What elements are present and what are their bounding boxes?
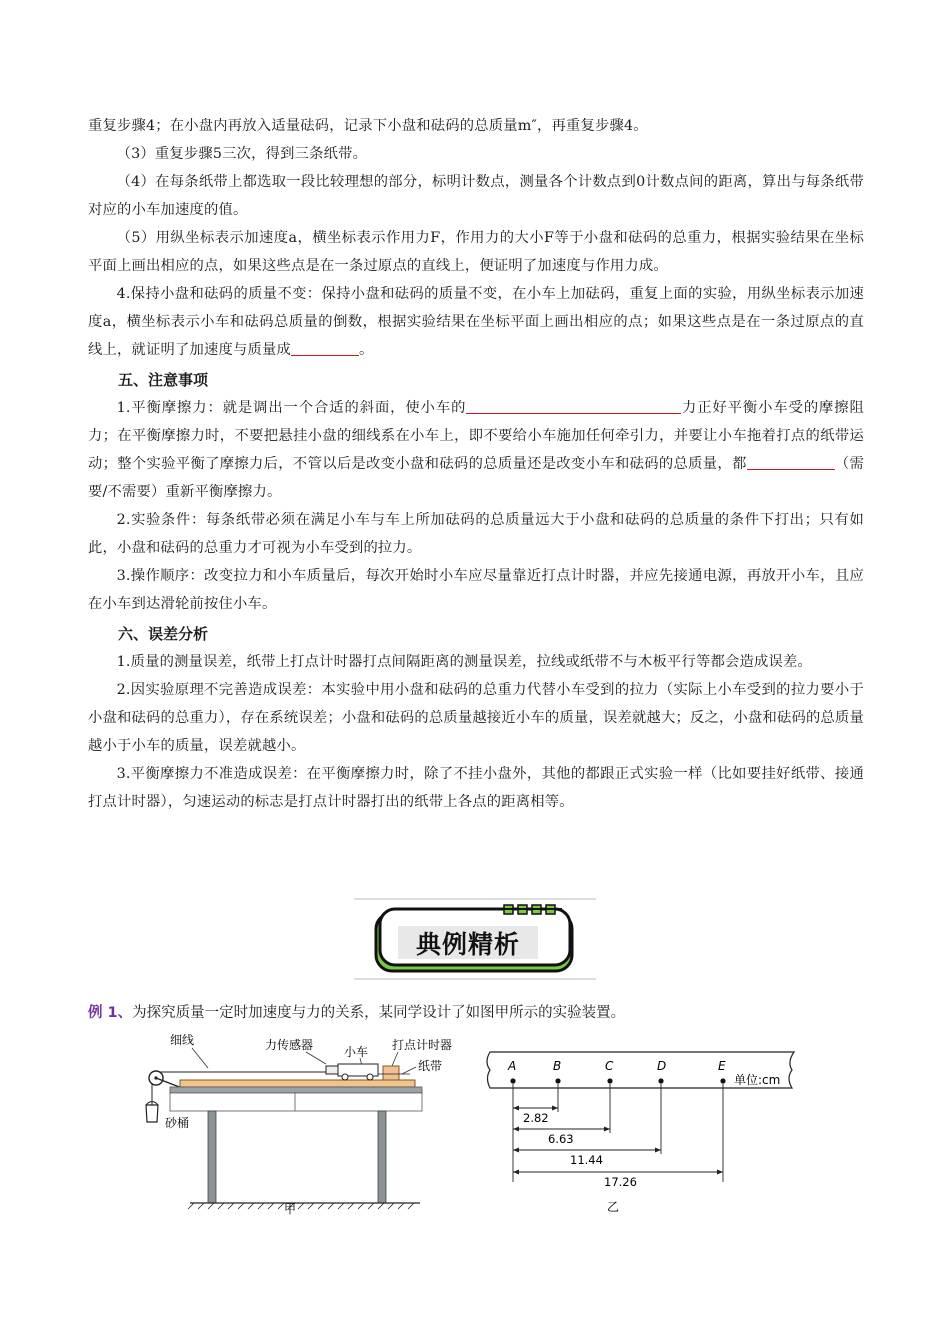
tape-diagram — [482, 1050, 802, 1220]
document-body — [88, 112, 864, 816]
badge-text: 典例精析 — [415, 930, 521, 959]
notes-item-1-b: 力正好平衡小车受的摩擦阻力；在平衡摩擦力时，不要把悬挂小盘的细线系在小车上，即不要给小车施加任何牵引力，并要让小车拖着打点的纸带运动；整个实验平衡了摩擦力后，不管以后是改变小盘和砝码的总质量还是改变小车和砝码的总质量，都 — [88, 400, 864, 472]
example-label: 例 1 — [88, 1005, 118, 1021]
point-label-d: D — [657, 1059, 667, 1073]
point-label-a: A — [508, 1059, 517, 1073]
badge-graphic — [354, 897, 596, 982]
notes-item-1-c: （需要/不需要）重新平衡摩擦力。 — [88, 456, 864, 500]
example-text: 为探究质量一定时加速度与力的关系，某同学设计了如图甲所示的实验装置。 — [132, 1005, 626, 1021]
distance-ad: 11.44 — [570, 1153, 603, 1167]
paragraph-step-3: （3）重复步骤5三次，得到三条纸带。 — [116, 146, 368, 162]
notes-item-3: 3.操作顺序：改变拉力和小车质量后，每次开始时小车应尽量靠近打点计时器，并应先接通电源，再放开小车，且应在小车到达滑轮前按住小车。 — [88, 568, 864, 612]
point-a — [510, 1078, 515, 1083]
section-error-title: 六、误差分析 — [118, 625, 209, 643]
label-timer: 打点计时器 — [392, 1038, 453, 1052]
distance-ac: 6.63 — [548, 1132, 574, 1146]
sand-bucket — [146, 1105, 158, 1122]
example-sep: 、 — [117, 1005, 133, 1021]
answer-blank-3[interactable] — [747, 453, 835, 470]
force-sensor — [326, 1066, 338, 1074]
example-analysis-badge — [354, 897, 596, 982]
point-d — [658, 1078, 663, 1083]
error-item-3: 3.平衡摩擦力不准造成误差：在平衡摩擦力时，除了不挂小盘外，其他的都跟正式实验一样（比如要挂好纸带、接通打点计时器），匀速运动的标志是打点计时器打出的纸带上各点的距离相等。 — [88, 766, 864, 810]
answer-blank-2[interactable] — [466, 397, 681, 414]
figure-apparatus — [130, 1030, 470, 1215]
distance-ae: 17.26 — [604, 1175, 637, 1189]
figure-paper-tape — [482, 1050, 802, 1220]
point-e — [720, 1078, 725, 1083]
label-cart: 小车 — [344, 1045, 369, 1059]
label-string: 细线 — [170, 1033, 195, 1047]
wooden-board — [180, 1080, 415, 1087]
point-b — [555, 1078, 560, 1083]
paragraph-keep-mass-end: 。 — [358, 342, 374, 358]
apparatus-diagram — [130, 1030, 470, 1215]
label-tape: 纸带 — [418, 1059, 443, 1073]
caption-jia: 甲 — [283, 1202, 297, 1215]
label-sensor: 力传感器 — [265, 1038, 314, 1052]
notes-item-1-a: 1.平衡摩擦力：就是调出一个合适的斜面，使小车的 — [116, 400, 467, 416]
distance-ab: 2.82 — [523, 1111, 549, 1125]
paragraph-step-repeat: 重复步骤4；在小盘内再放入适量砝码，记录下小盘和砝码的总质量m″，再重复步骤4。 — [88, 118, 648, 134]
unit-label: 单位:cm — [734, 1073, 781, 1087]
paragraph-keep-mass-text: 4.保持小盘和砝码的质量不变：保持小盘和砝码的质量不变，在小车上加砝码，重复上面的实验，用纵坐标表示加速度a，横坐标表示小车和砝码总质量的倒数，根据实验结果在坐标平面上画出相应的点；如果这些点是在一条过原点的直线上，就证明了加速度与质量成 — [88, 286, 864, 358]
point-label-b: B — [553, 1059, 562, 1073]
example-1 — [88, 1003, 625, 1023]
ticker-timer — [383, 1066, 399, 1080]
point-label-c: C — [605, 1059, 614, 1073]
error-item-2: 2.因实验原理不完善造成误差：本实验中用小盘和砝码的总重力代替小车受到的拉力（实际上小车受到的拉力要小于小盘和砝码的总重力），存在系统误差；小盘和砝码的总质量越接近小车的质量，误差就越大；反之，小盘和砝码的总质量越小于小车的质量，误差就越小。 — [88, 682, 864, 754]
notes-item-1 — [88, 394, 864, 506]
point-label-e: E — [718, 1059, 726, 1073]
error-item-1: 1.质量的测量误差，纸带上打点计时器打点间隔距离的测量误差，拉线或纸带不与木板平行等都会造成误差。 — [116, 654, 812, 670]
label-bucket: 砂桶 — [165, 1116, 190, 1130]
notes-item-2: 2.实验条件：每条纸带必须在满足小车与车上所加砝码的总质量远大于小盘和砝码的总质量的条件下打出；只有如此，小盘和砝码的总重力才可视为小车受到的拉力。 — [88, 512, 864, 556]
paragraph-keep-mass — [88, 280, 864, 364]
paragraph-step-4: （4）在每条纸带上都选取一段比较理想的部分，标明计数点，测量各个计数点到0计数点间的距离，算出与每条纸带对应的小车加速度的值。 — [88, 174, 864, 218]
point-c — [607, 1078, 612, 1083]
answer-blank-1[interactable] — [291, 339, 359, 356]
section-notes-title: 五、注意事项 — [118, 371, 209, 389]
paragraph-step-5: （5）用纵坐标表示加速度a，横坐标表示作用力F，作用力的大小F等于小盘和砝码的总重力，根据实验结果在坐标平面上画出相应的点，如果这些点是在一条过原点的直线上，便证明了加速度与作用力成。 — [88, 230, 864, 274]
caption-yi: 乙 — [606, 1200, 620, 1214]
